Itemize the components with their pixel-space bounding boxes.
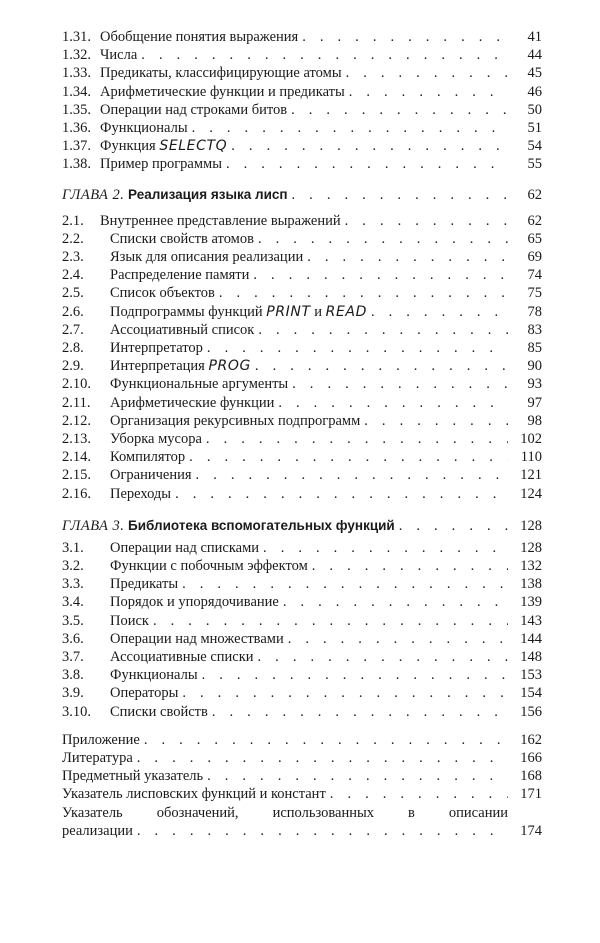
section-number: 2.8. (62, 340, 84, 356)
page-number: 121 (520, 467, 542, 484)
toc-entry-3-9[interactable] (62, 684, 542, 702)
toc-entry-2-8[interactable] (62, 339, 542, 357)
page-number: 139 (520, 594, 542, 611)
dot-leader (175, 485, 508, 503)
toc-entry-3-10[interactable] (62, 703, 542, 721)
dot-leader (189, 448, 508, 466)
section-title: Операторы (110, 685, 179, 702)
section-title: Ассоциативный список (110, 321, 255, 338)
dot-leader (144, 731, 508, 749)
dot-leader (192, 119, 508, 137)
dot-leader (153, 612, 508, 630)
section-title-line2-row (62, 822, 542, 840)
dot-leader (307, 248, 508, 266)
section-title: Уборка мусора (110, 430, 202, 447)
dot-leader (292, 375, 508, 393)
section-title: Операции над строками битов (100, 101, 288, 118)
section-title: Функции с побочным эффектом (110, 558, 308, 575)
toc-entry-lisp-functions-index[interactable] (62, 785, 542, 803)
section-number: 2.16. (62, 485, 91, 502)
page-number: 46 (527, 83, 542, 100)
section-title: Предикаты, классифицирующие атомы (100, 65, 342, 82)
section-number: 1.38. (62, 156, 91, 173)
page-number: 128 (520, 539, 542, 556)
page-number: 45 (527, 65, 542, 82)
section-title (110, 303, 371, 321)
dot-leader (207, 767, 508, 785)
toc-entry-2-16[interactable] (62, 485, 542, 503)
code-identifier: SELECTQ (159, 138, 228, 155)
section-title: Функциональные аргументы (110, 376, 289, 393)
section-number: 2.14. (62, 449, 91, 466)
toc-entry-2-11[interactable] (62, 394, 542, 412)
dot-leader (206, 430, 508, 448)
dot-leader (137, 822, 508, 840)
toc-entry-3-7[interactable] (62, 648, 542, 666)
dot-leader (137, 749, 508, 767)
dot-leader (141, 46, 508, 64)
section-number: 3.3. (62, 576, 84, 593)
dot-leader (302, 28, 508, 46)
section-number: 2.10. (62, 376, 91, 393)
dot-leader (278, 394, 508, 412)
section-number: 3.8. (62, 667, 84, 684)
dot-leader (258, 230, 508, 248)
dot-leader (399, 517, 508, 535)
section-title: Обобщение понятия выражения (100, 29, 299, 45)
dot-leader (202, 666, 508, 684)
dot-leader (219, 284, 508, 302)
section-number: 2.2. (62, 230, 84, 247)
toc-entry-2-14[interactable] (62, 448, 542, 466)
table-of-contents (62, 28, 542, 840)
section-number: 2.11. (62, 394, 91, 411)
section-title: Распределение памяти (110, 267, 250, 284)
page-number: 110 (520, 449, 542, 466)
code-identifier: PROG (208, 358, 251, 375)
section-title: Ограничения (110, 467, 192, 484)
page-number: 65 (527, 230, 542, 247)
section-title: Поиск (110, 612, 149, 629)
toc-entry-2-9[interactable] (62, 357, 542, 375)
section-number: 3.2. (62, 558, 84, 575)
dot-leader (212, 703, 508, 721)
toc-entry-1-38[interactable] (62, 155, 542, 173)
toc-entry-2-13[interactable] (62, 430, 542, 448)
dot-leader (349, 83, 508, 101)
section-title-text: Функция (100, 138, 160, 155)
dot-leader (263, 539, 508, 557)
toc-entry-3-1[interactable] (62, 539, 542, 557)
section-number: 1.32. (62, 47, 91, 64)
dot-leader (226, 155, 508, 173)
page-number: 62 (527, 186, 542, 203)
dot-leader (253, 266, 508, 284)
dot-leader (182, 684, 508, 702)
section-title: Числа (100, 47, 138, 64)
toc-entry-1-33[interactable] (62, 64, 542, 82)
section-title: Списки свойств (110, 703, 208, 720)
toc-entry-1-34[interactable] (62, 83, 542, 101)
toc-entry-3-4[interactable] (62, 593, 542, 611)
page-number: 41 (527, 29, 542, 45)
page-number: 50 (527, 101, 542, 118)
section-number: 2.1. (62, 212, 84, 229)
chapter3-sections (62, 539, 542, 721)
page-number: 90 (527, 358, 542, 375)
section-number: 2.9. (62, 358, 84, 375)
section-number: 2.3. (62, 249, 84, 266)
page-number: 54 (527, 138, 542, 155)
section-number: 1.36. (62, 119, 91, 136)
toc-entry-3-6[interactable] (62, 630, 542, 648)
section-number: 3.1. (62, 539, 84, 556)
section-number: 2.12. (62, 412, 91, 429)
section-number: 2.13. (62, 430, 91, 447)
toc-entry-3-5[interactable] (62, 612, 542, 630)
section-number: 2.5. (62, 285, 84, 302)
page-number: 143 (520, 612, 542, 629)
toc-entry-1-31[interactable] (62, 28, 542, 46)
section-title: Предикаты (110, 576, 179, 593)
page-number: 78 (527, 303, 542, 320)
chapter-title (62, 186, 292, 204)
section-number: 1.35. (62, 101, 91, 118)
dot-leader (255, 357, 508, 375)
section-title-text: и (310, 303, 326, 320)
dot-leader (364, 412, 508, 430)
section-title: Организация рекурсивных подпрограмм (110, 412, 361, 429)
toc-entry-2-15[interactable] (62, 466, 542, 484)
section-number: 2.4. (62, 267, 84, 284)
section-title: реализации (62, 822, 133, 839)
dot-leader (283, 593, 508, 611)
page-number: 171 (520, 786, 542, 803)
section-title (100, 137, 231, 155)
back-matter (62, 731, 542, 840)
dot-leader (371, 303, 508, 321)
page-number: 162 (520, 731, 542, 748)
page-number: 153 (520, 667, 542, 684)
page-number: 128 (520, 517, 542, 534)
section-title: Порядок и упорядочивание (110, 594, 279, 611)
toc-entry-appendix[interactable] (62, 731, 542, 749)
page-number: 168 (520, 768, 542, 785)
section-title: Приложение (62, 731, 140, 748)
page-number: 156 (520, 703, 542, 720)
section-title: Внутреннее представление выражений (100, 212, 341, 229)
page-number: 97 (527, 394, 542, 411)
chapter-name: Библиотека вспомогательных функций (128, 517, 395, 533)
section-number: 3.5. (62, 612, 84, 629)
page-number: 51 (527, 119, 542, 136)
toc-entry-3-3[interactable] (62, 575, 542, 593)
toc-entry-2-3[interactable] (62, 248, 542, 266)
section-number: 3.4. (62, 594, 84, 611)
section-number: 2.15. (62, 467, 91, 484)
section-number: 3.7. (62, 649, 84, 665)
section-number: 1.37. (62, 138, 91, 155)
dot-leader (258, 648, 508, 666)
toc-entry-2-1[interactable] (62, 212, 542, 230)
toc-entry-2-5[interactable] (62, 284, 542, 302)
section-number: 1.34. (62, 83, 91, 100)
toc-entry-2-7[interactable] (62, 321, 542, 339)
page-number: 154 (520, 685, 542, 702)
section-title-line1: Указатель обозначений, использованных в описании (62, 804, 508, 821)
spacer (62, 721, 542, 731)
chapter-name: Реализация языка лисп (128, 186, 288, 202)
page-number: 166 (520, 749, 542, 766)
dot-leader (231, 137, 508, 155)
section-number: 3.10. (62, 703, 91, 720)
section-title-text: Интерпретация (110, 358, 209, 375)
toc-entry-2-12[interactable] (62, 412, 542, 430)
section-title: Список объектов (110, 285, 215, 302)
section-title: Переходы (110, 485, 172, 502)
code-identifier: PRINT (266, 303, 311, 320)
page-number: 144 (520, 630, 542, 647)
dot-leader (182, 575, 508, 593)
page-number: 124 (520, 485, 542, 502)
section-title: Арифметические функции (110, 394, 275, 411)
section-title: Ассоциативные списки (110, 649, 254, 665)
chapter-label: ГЛАВА 2. (62, 186, 125, 203)
dot-leader (291, 101, 508, 119)
section-title: Указатель лисповских функций и констант (62, 786, 326, 803)
dot-leader (346, 64, 508, 82)
section-title: Функционалы (100, 119, 188, 136)
section-number: 1.31. (62, 29, 91, 45)
toc-entry-2-10[interactable] (62, 375, 542, 393)
dot-leader (196, 466, 508, 484)
section-title: Интерпретатор (110, 340, 203, 356)
chapter-3-heading[interactable] (62, 517, 542, 535)
page-number: 132 (520, 558, 542, 575)
section-title: Операции над списками (110, 539, 260, 556)
page-number: 62 (527, 212, 542, 229)
section-title (110, 357, 255, 375)
section-title: Язык для описания реализации (110, 249, 304, 266)
section-title: Литература (62, 749, 133, 766)
page-number: 55 (527, 156, 542, 173)
page-number: 44 (527, 47, 542, 64)
toc-entry-3-2[interactable] (62, 557, 542, 575)
section-title: Операции над множествами (110, 630, 284, 647)
section-number: 3.9. (62, 685, 84, 702)
section-number: 1.33. (62, 65, 91, 82)
section-title: Предметный указатель (62, 768, 204, 785)
section-number: 2.7. (62, 321, 84, 338)
toc-entry-subject-index[interactable] (62, 767, 542, 785)
dot-leader (292, 186, 508, 204)
chapter-2-heading[interactable] (62, 186, 542, 204)
section-title: Списки свойств атомов (110, 230, 254, 247)
chapter-label: ГЛАВА 3. (62, 517, 125, 534)
chapter2-sections (62, 212, 542, 503)
page-number: 74 (527, 267, 542, 284)
toc-entry-2-6[interactable] (62, 303, 542, 321)
chapter1-sections (62, 28, 542, 174)
toc-entry-1-35[interactable] (62, 101, 542, 119)
dot-leader (330, 785, 508, 803)
section-title: Функционалы (110, 667, 198, 684)
toc-entry-3-8[interactable] (62, 666, 542, 684)
toc-entry-2-4[interactable] (62, 266, 542, 284)
page-number: 83 (527, 321, 542, 338)
section-title: Компилятор (110, 449, 186, 466)
dot-leader (312, 557, 508, 575)
toc-entry-1-32[interactable] (62, 46, 542, 64)
section-number: 3.6. (62, 630, 84, 647)
page-number: 75 (527, 285, 542, 302)
dot-leader (288, 630, 508, 648)
page-number: 138 (520, 576, 542, 593)
toc-entry-1-37[interactable] (62, 137, 542, 155)
page-number: 69 (527, 249, 542, 266)
chapter-title (62, 517, 399, 535)
page-number: 174 (520, 822, 542, 839)
page-number: 93 (527, 376, 542, 393)
toc-entry-2-2[interactable] (62, 230, 542, 248)
dot-leader (207, 339, 508, 357)
section-title: Арифметические функции и предикаты (100, 83, 345, 100)
page-number: 85 (527, 340, 542, 356)
dot-leader (258, 321, 508, 339)
page-number: 98 (527, 412, 542, 429)
page-number: 102 (520, 430, 542, 447)
toc-entry-1-36[interactable] (62, 119, 542, 137)
page-number: 148 (520, 649, 542, 665)
toc-entry-notation-index[interactable] (62, 804, 542, 840)
toc-entry-references[interactable] (62, 749, 542, 767)
section-number: 2.6. (62, 303, 84, 320)
section-title-text: Подпрограммы функций (110, 303, 267, 320)
code-identifier: READ (325, 303, 367, 320)
section-title: Пример программы (100, 156, 222, 173)
dot-leader (345, 212, 508, 230)
